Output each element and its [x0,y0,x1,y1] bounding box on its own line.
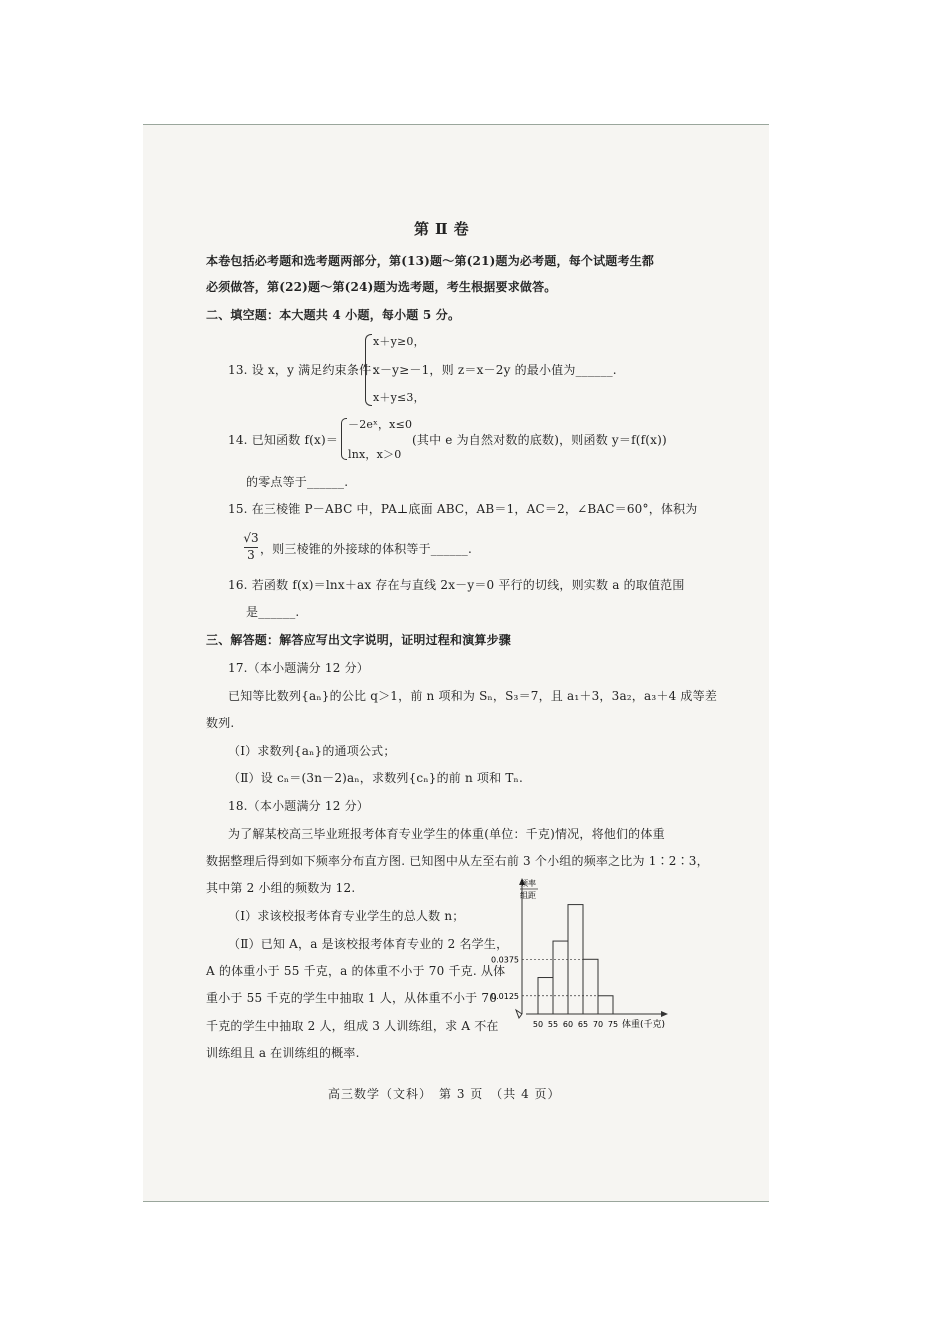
q15-line-2: ，则三棱锥的外接球的体积等于______. [260,542,473,556]
q14-case-2: lnx，x＞0 [348,448,402,461]
histogram-bar-65-70 [583,959,598,1014]
q14-suffix: (其中 e 为自然对数的底数)，则函数 y＝f(f(x)) [412,433,667,447]
q13-constraint-1: x＋y≥0， [373,335,425,348]
ylabel-bottom: 组距 [520,891,536,900]
q17-part-1: （Ⅰ）求数列{aₙ}的通项公式； [228,744,396,758]
q18-line-3: 其中第 2 小组的频数为 12. [206,881,356,895]
q14-brace [341,418,347,460]
q13-constraint-3: x＋y≤3， [373,391,425,404]
x-tick-label: 50 [532,1020,544,1029]
q18-part-1: （Ⅰ）求该校报考体育专业学生的总人数 n； [228,909,465,923]
axis-break [516,1010,522,1018]
histogram-bar-55-60 [553,941,568,1014]
q17-line-2: 数列. [206,716,235,730]
section-title: 第Ⅱ卷 [414,220,475,238]
y-tick-label: 0.0125 [491,991,519,1001]
q15-line-1: 15. 在三棱锥 P－ABC 中，PA⊥底面 ABC，AB＝1，AC＝2，∠BAC＝60°，体积为 [228,502,698,516]
x-tick-label: 75 [607,1020,619,1029]
q18-line-1: 为了解某校高三毕业班报考体育专业学生的体重(单位：千克)情况，将他们的体重 [228,827,665,841]
y-tick-label: 0.0375 [491,955,519,965]
q16-line-2: 是______. [246,605,300,619]
q16-line-1: 16. 若函数 f(x)＝lnx＋ax 存在与直线 2x－y＝0 平行的切线，则实数 a 的取值范围 [228,578,685,592]
q18-part-2-line-5: 训练组且 a 在训练组的概率. [206,1046,360,1060]
section-2-heading: 二、填空题：本大题共 4 小题，每小题 5 分。 [206,308,461,322]
histogram-bar-70-75 [598,996,613,1014]
x-axis-arrow [661,1011,668,1017]
q18-part-2-line-2: A 的体重小于 55 千克，a 的体重不小于 70 千克. 从体 [206,964,506,978]
q17-line-1: 已知等比数列{aₙ}的公比 q＞1，前 n 项和为 Sₙ，S₃＝7，且 a₁＋3，3a₂，a₃＋4 成等差 [228,689,718,703]
x-tick-label: 55 [547,1020,559,1029]
q14-case-1: －2eˣ，x≤0 [348,418,413,431]
q14-prefix: 14. 已知函数 f(x)＝ [228,433,339,447]
q18-line-2: 数据整理后得到如下频率分布直方图. 已知图中从左至右前 3 个小组的频率之比为 1∶2∶3， [206,854,709,868]
q18-part-2-line-3: 重小于 55 千克的学生中抽取 1 人，从体重不小于 70 [206,991,498,1005]
q17-part-2: （Ⅱ）设 cₙ＝(3n－2)aₙ，求数列{cₙ}的前 n 项和 Tₙ. [228,771,523,785]
q18-heading: 18.（本小题满分 12 分） [228,799,369,813]
intro-line-2: 必须做答，第(22)题～第(24)题为选考题，考生根据要求做答。 [206,280,557,294]
q14-line-2: 的零点等于______. [246,475,349,489]
q15-fraction-numerator: √3 [243,531,259,545]
q13-constraint-2: x－y≥－1，则 z＝x－2y 的最小值为______. [373,363,617,377]
q18-part-2-line-1: （Ⅱ）已知 A，a 是该校报考体育专业的 2 名学生， [228,937,509,951]
x-tick-label: 70 [592,1020,604,1029]
q18-part-2-line-4: 千克的学生中抽取 2 人，组成 3 人训练组，求 A 不在 [206,1019,499,1033]
page-footer: 高三数学（文科） 第 3 页 （共 4 页） [328,1087,561,1101]
xlabel: 体重(千克) [622,1020,666,1030]
ylabel-top: 频率 [520,879,536,888]
section-3-heading: 三、解答题：解答应写出文字说明，证明过程和演算步骤 [206,633,512,647]
q15-fraction-denominator: 3 [247,548,255,562]
x-tick-label: 65 [577,1020,589,1029]
q13-prefix: 13. 设 x，y 满足约束条件： [228,363,384,377]
intro-line-1: 本卷包括必考题和选考题两部分，第(13)题～第(21)题为必考题，每个试题考生都 [206,254,655,268]
frequency-histogram [480,872,680,1038]
x-tick-label: 60 [562,1020,574,1029]
q17-heading: 17.（本小题满分 12 分） [228,661,369,675]
